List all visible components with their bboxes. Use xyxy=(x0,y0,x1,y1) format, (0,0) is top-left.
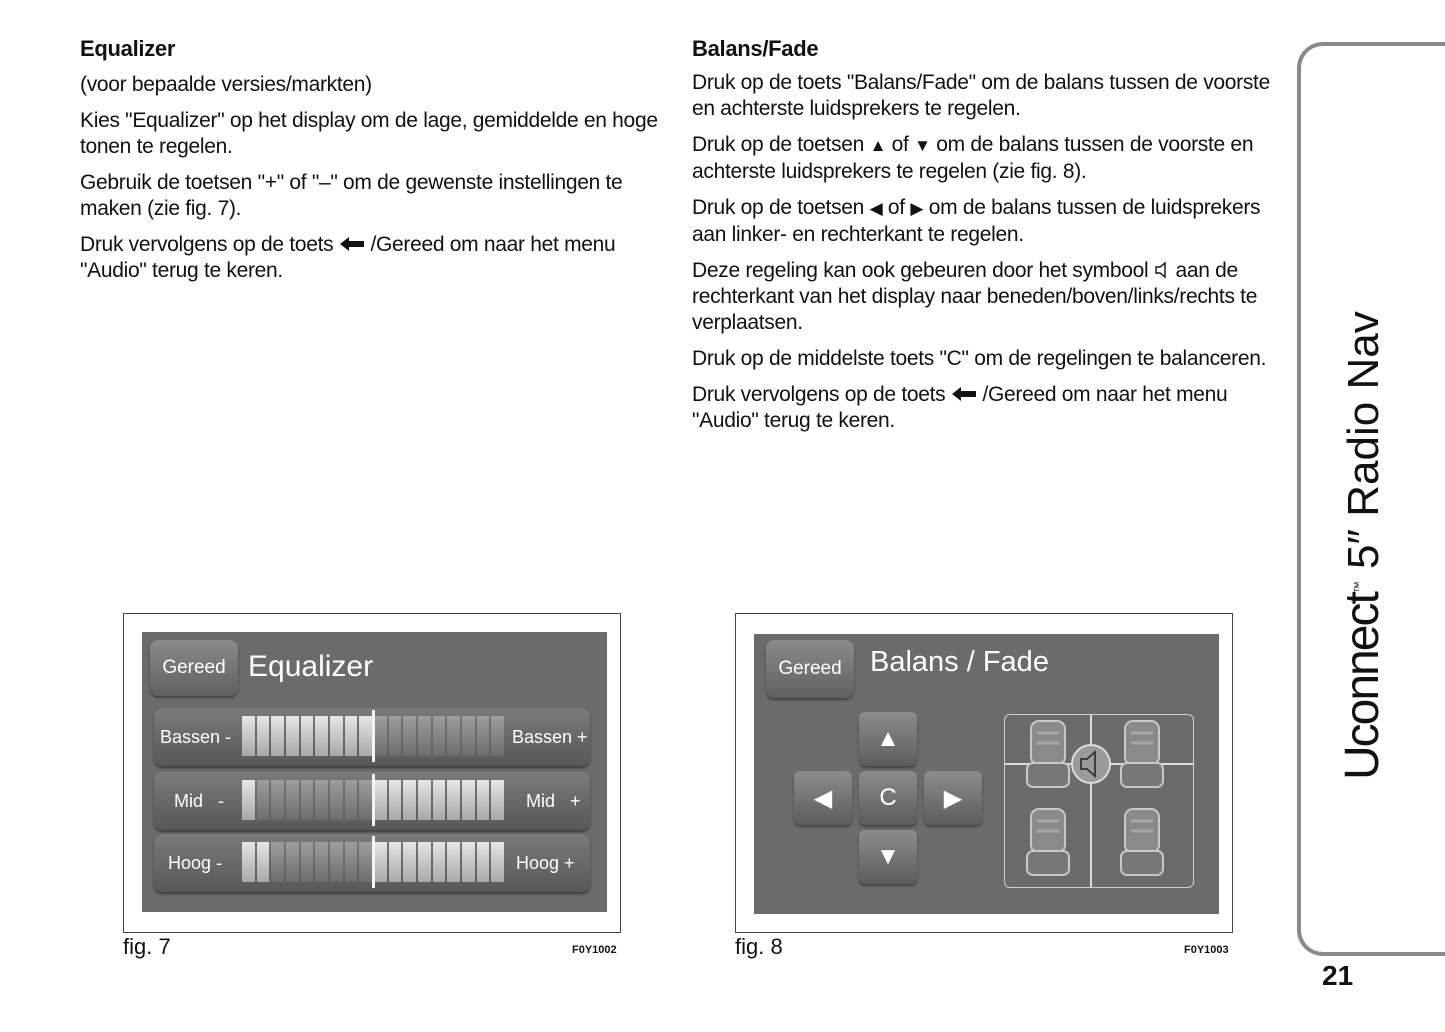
text-span: aan de rechterkant van het display naar beneden/boven/links/rechts te verplaatsen. xyxy=(692,259,1258,334)
back-arrow-icon xyxy=(339,236,365,252)
figure-7-frame xyxy=(123,613,621,933)
bar xyxy=(315,716,328,756)
speaker-balance-grid[interactable] xyxy=(1004,714,1194,888)
triangle-down-icon: ▼ xyxy=(914,136,931,155)
bass-minus-button[interactable]: Bassen - xyxy=(160,727,232,747)
equalizer-subheading: (voor bepaalde versies/markten) xyxy=(80,73,372,96)
bar xyxy=(374,842,387,882)
figure-8-frame xyxy=(735,613,1233,933)
bar xyxy=(271,716,284,756)
bass-plus-button[interactable]: Bassen + xyxy=(512,727,588,747)
right-button[interactable]: ▶ xyxy=(924,771,982,825)
bar xyxy=(315,780,328,820)
bar xyxy=(301,716,314,756)
text-span: Druk vervolgens op de toets xyxy=(692,383,946,406)
equalizer-title: Equalizer xyxy=(248,650,374,683)
bar xyxy=(433,780,446,820)
bar xyxy=(242,780,255,820)
speaker-icon[interactable] xyxy=(1069,743,1113,785)
bar xyxy=(257,780,270,820)
figure-7-code: F0Y1002 xyxy=(572,944,617,956)
level-bars xyxy=(242,780,504,820)
bar xyxy=(374,780,387,820)
text-span: /Gereed om naar het menu "Audio" terug te keren. xyxy=(692,383,1228,432)
bar xyxy=(462,716,475,756)
equalizer-screen xyxy=(142,632,607,912)
left-button[interactable]: ◀ xyxy=(794,771,852,825)
bar xyxy=(491,716,504,756)
chapter-label: 5″ Radio Nav xyxy=(1339,311,1388,569)
bar xyxy=(271,842,284,882)
trademark: ™ xyxy=(1351,581,1366,594)
bar xyxy=(345,780,358,820)
center-marker xyxy=(372,710,375,762)
bar xyxy=(418,780,431,820)
grid-line-vertical xyxy=(1090,715,1092,887)
balance-paragraph-2 xyxy=(692,132,1287,185)
bar xyxy=(447,780,460,820)
equalizer-paragraph-3 xyxy=(80,232,660,284)
bar xyxy=(403,716,416,756)
mid-plus-button[interactable]: Mid + xyxy=(526,791,581,811)
bass-row xyxy=(154,708,590,766)
page-number: 21 xyxy=(1322,960,1354,991)
bar xyxy=(477,842,490,882)
triangle-right-icon: ▶ xyxy=(910,199,924,218)
text-span: /Gereed om naar het menu "Audio" terug te keren. xyxy=(80,233,616,282)
bar xyxy=(389,842,402,882)
seat-icon xyxy=(1023,719,1073,791)
up-button[interactable]: ▲ xyxy=(859,712,917,766)
bar xyxy=(447,716,460,756)
mid-minus-button[interactable]: Mid - xyxy=(174,791,225,811)
bar xyxy=(271,780,284,820)
text-span: Druk op de toetsen xyxy=(692,196,865,219)
triangle-left-icon: ◀ xyxy=(869,199,883,218)
bar xyxy=(301,780,314,820)
balance-paragraph-5: Druk op de middelste toets "C" om de regelingen te balanceren. xyxy=(692,347,1267,370)
bar xyxy=(462,842,475,882)
balance-paragraph-1: Druk op de toets "Balans/Fade" om de balans tussen de voorste en achterste luidsprekers te regelen. xyxy=(692,71,1270,120)
bar xyxy=(286,842,299,882)
bar xyxy=(286,780,299,820)
text-span: of xyxy=(887,196,905,219)
treble-row xyxy=(154,834,590,892)
bar xyxy=(330,716,343,756)
text-span: om de balans tussen de luidsprekers aan linker- en rechterkant te regelen. xyxy=(692,196,1261,246)
bar xyxy=(389,716,402,756)
bar xyxy=(418,842,431,882)
text-span: om de balans tussen de voorste en achterste luidsprekers te regelen (zie fig. 8). xyxy=(692,133,1254,183)
bar xyxy=(257,716,270,756)
left-column xyxy=(80,36,660,294)
bar xyxy=(359,780,372,820)
balance-paragraph-4 xyxy=(692,258,1287,336)
figure-8-code: F0Y1003 xyxy=(1184,944,1229,956)
seat-icon xyxy=(1023,807,1073,879)
bar xyxy=(345,842,358,882)
balance-heading: Balans/Fade xyxy=(692,36,819,61)
balance-screen xyxy=(754,634,1219,914)
bar xyxy=(462,780,475,820)
bar xyxy=(418,716,431,756)
treble-plus-button[interactable]: Hoog + xyxy=(516,853,575,873)
done-button[interactable]: Gereed xyxy=(150,640,238,696)
center-button[interactable]: C xyxy=(859,771,917,825)
level-bars xyxy=(242,842,504,882)
bar xyxy=(315,842,328,882)
bar xyxy=(330,780,343,820)
seat-icon xyxy=(1117,807,1167,879)
bar xyxy=(477,780,490,820)
bar xyxy=(286,716,299,756)
bar xyxy=(359,842,372,882)
brand-logo: Uconnect xyxy=(1336,593,1389,780)
figure-8-caption: fig. 8 xyxy=(735,934,783,959)
text-span: Druk op de toetsen xyxy=(692,133,865,156)
triangle-up-icon: ▲ xyxy=(869,136,887,155)
bar xyxy=(491,780,504,820)
balance-paragraph-6 xyxy=(692,382,1287,434)
right-column xyxy=(692,36,1287,444)
done-button[interactable]: Gereed xyxy=(766,640,854,698)
equalizer-paragraph-1: Kies "Equalizer" op het display om de lage, gemiddelde en hoge tonen te regelen. xyxy=(80,109,658,158)
center-marker xyxy=(372,836,375,888)
bar xyxy=(433,842,446,882)
bar xyxy=(403,780,416,820)
balance-title: Balans / Fade xyxy=(870,646,1049,678)
speaker-icon xyxy=(1154,261,1170,279)
bar xyxy=(433,716,446,756)
bar xyxy=(301,842,314,882)
chapter-title xyxy=(1335,311,1390,780)
bar xyxy=(359,716,372,756)
bar xyxy=(257,842,270,882)
bar xyxy=(491,842,504,882)
level-bars xyxy=(242,716,504,756)
text-span: of xyxy=(891,133,909,156)
bar xyxy=(330,842,343,882)
bar xyxy=(242,842,255,882)
figure-7-caption: fig. 7 xyxy=(123,934,171,959)
bar xyxy=(374,716,387,756)
balance-paragraph-3 xyxy=(692,195,1287,248)
text-span: Deze regeling kan ook gebeuren door het symbool xyxy=(692,259,1149,282)
down-button[interactable]: ▼ xyxy=(859,830,917,884)
bar xyxy=(403,842,416,882)
treble-minus-button[interactable]: Hoog - xyxy=(168,853,223,873)
bar xyxy=(389,780,402,820)
text-span: Druk vervolgens op de toets xyxy=(80,233,334,256)
bar xyxy=(345,716,358,756)
equalizer-paragraph-2: Gebruik de toetsen "+" of "–" om de gewenste instellingen te maken (zie fig. 7). xyxy=(80,171,623,220)
mid-row xyxy=(154,772,590,830)
bar xyxy=(477,716,490,756)
center-marker xyxy=(372,774,375,826)
bar xyxy=(447,842,460,882)
seat-icon xyxy=(1117,719,1167,791)
equalizer-heading: Equalizer xyxy=(80,36,176,61)
bar xyxy=(242,716,255,756)
back-arrow-icon xyxy=(951,386,977,402)
